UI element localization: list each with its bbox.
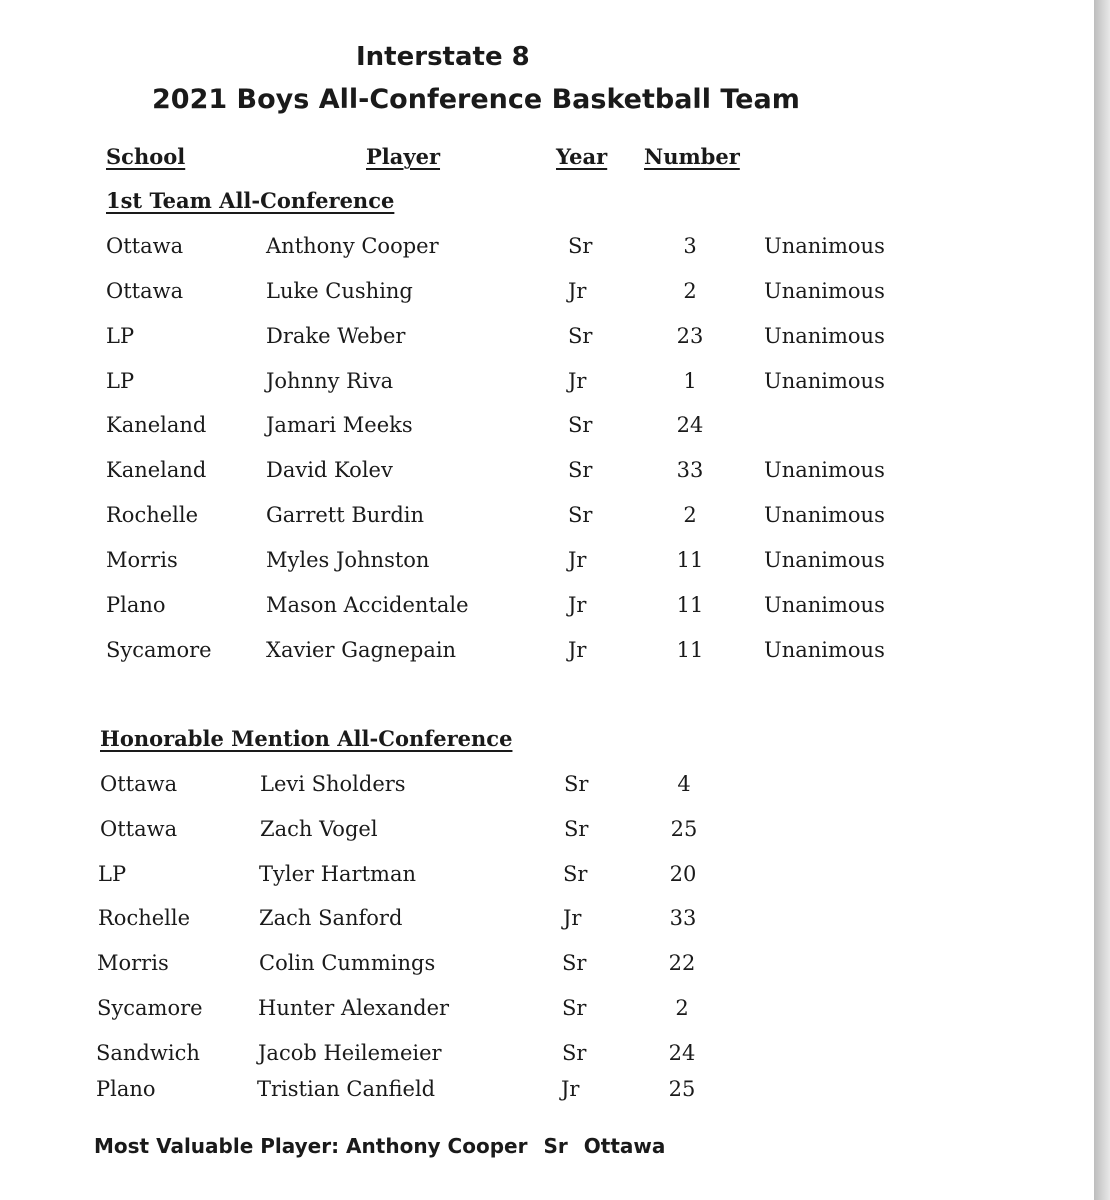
- table-row: [0, 772, 1000, 806]
- year-cell: Sr: [562, 1041, 587, 1065]
- year-cell: Jr: [563, 906, 582, 930]
- table-row: [0, 906, 1000, 940]
- number-cell: 4: [677, 772, 691, 796]
- school-cell: Morris: [106, 548, 178, 572]
- note-cell: Unanimous: [764, 638, 885, 662]
- note-cell: Unanimous: [764, 234, 885, 258]
- year-cell: Sr: [562, 951, 587, 975]
- player-cell: Xavier Gagnepain: [266, 638, 457, 662]
- table-row: [0, 369, 1000, 403]
- document-subtitle: 2021 Boys All-Conference Basketball Team: [152, 84, 800, 115]
- mvp-label: Most Valuable Player: Anthony Cooper: [94, 1134, 528, 1158]
- player-cell: Myles Johnston: [266, 548, 430, 572]
- school-cell: Sandwich: [96, 1041, 200, 1065]
- number-cell: 2: [683, 503, 697, 527]
- school-cell: Sycamore: [97, 996, 203, 1020]
- year-cell: Jr: [568, 593, 587, 617]
- number-cell: 11: [676, 593, 704, 617]
- year-cell: Jr: [568, 638, 587, 662]
- note-cell: Unanimous: [764, 369, 885, 393]
- year-cell: Sr: [564, 772, 589, 796]
- school-cell: Sycamore: [106, 638, 212, 662]
- player-cell: Johnny Riva: [266, 369, 394, 393]
- page-edge-shadow: [1094, 0, 1110, 1200]
- year-cell: Jr: [561, 1077, 580, 1101]
- table-row: [0, 548, 1000, 582]
- year-cell: Jr: [568, 548, 587, 572]
- note-cell: Unanimous: [764, 324, 885, 348]
- school-cell: Ottawa: [100, 772, 178, 796]
- table-row: [0, 817, 1000, 851]
- school-cell: LP: [106, 369, 135, 393]
- honorable-mention-heading: Honorable Mention All-Conference: [100, 726, 513, 751]
- table-row: [0, 324, 1000, 358]
- table-row: [0, 951, 1000, 985]
- note-cell: Unanimous: [764, 503, 885, 527]
- school-cell: Rochelle: [106, 503, 199, 527]
- player-cell: Jamari Meeks: [266, 413, 413, 437]
- table-row: [0, 862, 1000, 896]
- table-row: [0, 996, 1000, 1030]
- number-cell: 33: [669, 906, 697, 930]
- year-cell: Sr: [568, 413, 593, 437]
- number-cell: 2: [683, 279, 697, 303]
- number-cell: 1: [683, 369, 697, 393]
- mvp-line: [94, 1134, 665, 1158]
- school-cell: Ottawa: [100, 817, 178, 841]
- year-cell: Jr: [568, 369, 587, 393]
- number-cell: 33: [676, 458, 704, 482]
- note-cell: Unanimous: [764, 279, 885, 303]
- school-cell: Rochelle: [98, 906, 191, 930]
- player-cell: Tristian Canfield: [257, 1077, 436, 1101]
- school-cell: Morris: [97, 951, 169, 975]
- table-row: [0, 1077, 1000, 1111]
- number-cell: 25: [670, 817, 698, 841]
- column-header-number: Number: [644, 144, 740, 169]
- school-cell: Plano: [106, 593, 166, 617]
- school-cell: Ottawa: [106, 279, 184, 303]
- school-cell: Plano: [96, 1077, 156, 1101]
- document-title: Interstate 8: [356, 42, 530, 72]
- number-cell: 24: [676, 413, 704, 437]
- note-cell: Unanimous: [764, 458, 885, 482]
- player-cell: Luke Cushing: [266, 279, 413, 303]
- year-cell: Sr: [568, 503, 593, 527]
- school-cell: LP: [106, 324, 135, 348]
- school-cell: LP: [98, 862, 127, 886]
- table-row: [0, 638, 1000, 672]
- player-cell: Garrett Burdin: [266, 503, 425, 527]
- year-cell: Sr: [568, 234, 593, 258]
- number-cell: 23: [676, 324, 704, 348]
- note-cell: Unanimous: [764, 593, 885, 617]
- player-cell: Levi Sholders: [260, 772, 406, 796]
- table-row: [0, 503, 1000, 537]
- year-cell: Sr: [568, 324, 593, 348]
- mvp-school: Ottawa: [583, 1134, 666, 1158]
- number-cell: 20: [669, 862, 697, 886]
- year-cell: Sr: [563, 862, 588, 886]
- number-cell: 25: [668, 1077, 696, 1101]
- player-cell: Mason Accidentale: [266, 593, 469, 617]
- table-row: [0, 234, 1000, 268]
- number-cell: 2: [675, 996, 689, 1020]
- year-cell: Sr: [564, 817, 589, 841]
- note-cell: Unanimous: [764, 548, 885, 572]
- number-cell: 22: [668, 951, 696, 975]
- table-row: [0, 413, 1000, 447]
- first-team-heading: 1st Team All-Conference: [106, 188, 395, 213]
- player-cell: Drake Weber: [266, 324, 406, 348]
- mvp-year: Sr: [543, 1134, 568, 1158]
- school-cell: Kaneland: [106, 413, 207, 437]
- column-header-player: Player: [366, 144, 441, 169]
- player-cell: Colin Cummings: [259, 951, 436, 975]
- player-cell: Anthony Cooper: [266, 234, 439, 258]
- number-cell: 11: [676, 548, 704, 572]
- player-cell: Jacob Heilemeier: [258, 1041, 442, 1065]
- table-row: [0, 458, 1000, 492]
- number-cell: 3: [683, 234, 697, 258]
- table-row: [0, 593, 1000, 627]
- table-row: [0, 279, 1000, 313]
- year-cell: Sr: [568, 458, 593, 482]
- number-cell: 11: [676, 638, 704, 662]
- player-cell: Tyler Hartman: [259, 862, 416, 886]
- year-cell: Sr: [562, 996, 587, 1020]
- school-cell: Ottawa: [106, 234, 184, 258]
- player-cell: David Kolev: [266, 458, 393, 482]
- column-header-school: School: [106, 144, 186, 169]
- player-cell: Zach Vogel: [260, 817, 378, 841]
- year-cell: Jr: [568, 279, 587, 303]
- table-row: [0, 1041, 1000, 1075]
- column-header-year: Year: [556, 144, 608, 169]
- player-cell: Zach Sanford: [259, 906, 403, 930]
- number-cell: 24: [668, 1041, 696, 1065]
- school-cell: Kaneland: [106, 458, 207, 482]
- player-cell: Hunter Alexander: [258, 996, 450, 1020]
